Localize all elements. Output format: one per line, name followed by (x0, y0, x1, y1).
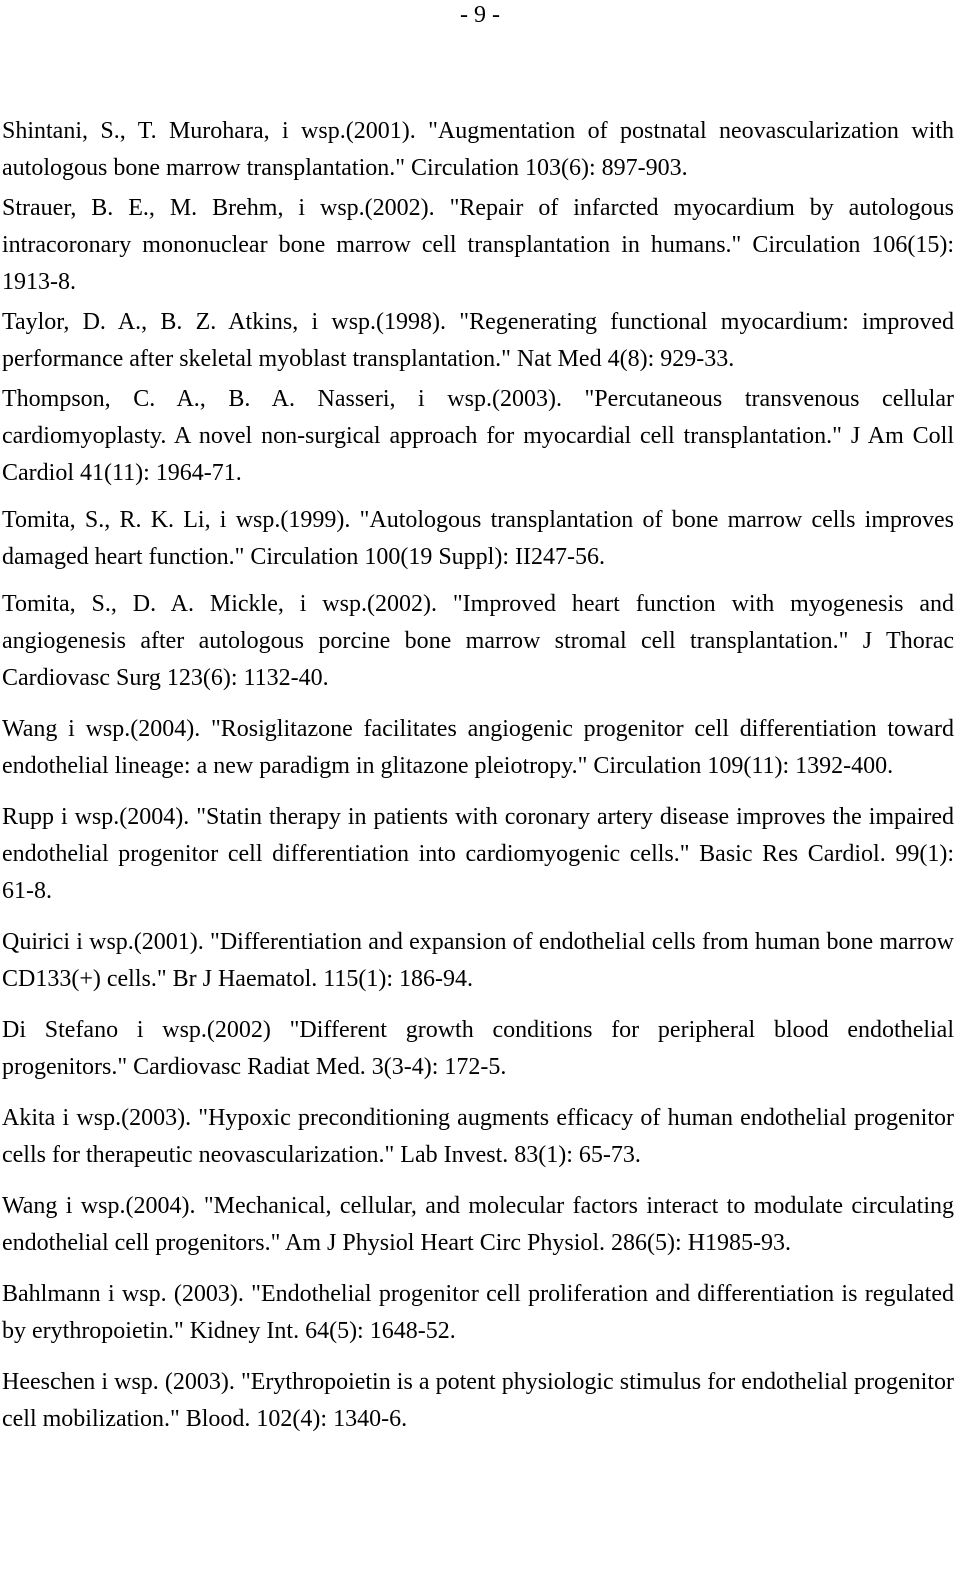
reference-entry: Wang i wsp.(2004). "Mechanical, cellular, and molecular factors interact to modulate circulating endothelial cell progenitors." Am J Physiol Heart Circ Physiol. 286(5): H1985-93. (2, 1193, 954, 1256)
reference-entry: Thompson, C. A., B. A. Nasseri, i wsp.(2003). "Percutaneous transvenous cellular cardiomyoplasty. A novel non-surgical approach for myocardial cell transplantation." J Am Coll Cardiol 41(11): 1964-71. (2, 386, 954, 486)
reference-entry: Heeschen i wsp. (2003). "Erythropoietin is a potent physiologic stimulus for endothelial progenitor cell mobilization." Blood. 102(4): 1340-6. (2, 1369, 954, 1432)
reference-entry: Taylor, D. A., B. Z. Atkins, i wsp.(1998). "Regenerating functional myocardium: improved performance after skeletal myoblast transplantation." Nat Med 4(8): 929-33. (2, 309, 954, 372)
reference-entry: Di Stefano i wsp.(2002) "Different growth conditions for peripheral blood endothelial progenitors." Cardiovasc Radiat Med. 3(3-4): 172-5. (2, 1017, 954, 1080)
page-number: - 9 - (460, 2, 500, 28)
reference-entry: Shintani, S., T. Murohara, i wsp.(2001). "Augmentation of postnatal neovascularization with autologous bone marrow transplantation." Circulation 103(6): 897-903. (2, 118, 954, 181)
reference-entry: Strauer, B. E., M. Brehm, i wsp.(2002). "Repair of infarcted myocardium by autologous intracoronary mononuclear bone marrow cell transplantation in humans." Circulation 106(15): 1913-8. (2, 195, 954, 295)
reference-entry: Quirici i wsp.(2001). "Differentiation and expansion of endothelial cells from human bone marrow CD133(+) cells." Br J Haematol. 115(1): 186-94. (2, 929, 954, 992)
reference-entry: Akita i wsp.(2003). "Hypoxic preconditioning augments efficacy of human endothelial progenitor cells for therapeutic neovascularization." Lab Invest. 83(1): 65-73. (2, 1105, 954, 1168)
reference-entry: Tomita, S., D. A. Mickle, i wsp.(2002). "Improved heart function with myogenesis and angiogenesis after autologous porcine bone marrow stromal cell transplantation." J Thorac Cardiovasc Surg 123(6): 1132-40. (2, 591, 954, 691)
reference-entry: Wang i wsp.(2004). "Rosiglitazone facilitates angiogenic progenitor cell differentiation toward endothelial lineage: a new paradigm in glitazone pleiotropy." Circulation 109(11): 1392-400. (2, 716, 954, 779)
reference-entry: Tomita, S., R. K. Li, i wsp.(1999). "Autologous transplantation of bone marrow cells improves damaged heart function." Circulation 100(19 Suppl): II247-56. (2, 507, 954, 570)
reference-list (2, 113, 954, 1438)
reference-entry: Bahlmann i wsp. (2003). "Endothelial progenitor cell proliferation and differentiation is regulated by erythropoietin." Kidney Int. 64(5): 1648-52. (2, 1281, 954, 1344)
reference-entry: Rupp i wsp.(2004). "Statin therapy in patients with coronary artery disease improves the impaired endothelial progenitor cell differentiation into cardiomyogenic cells." Basic Res Cardiol. 99(1): 61-8. (2, 804, 954, 904)
